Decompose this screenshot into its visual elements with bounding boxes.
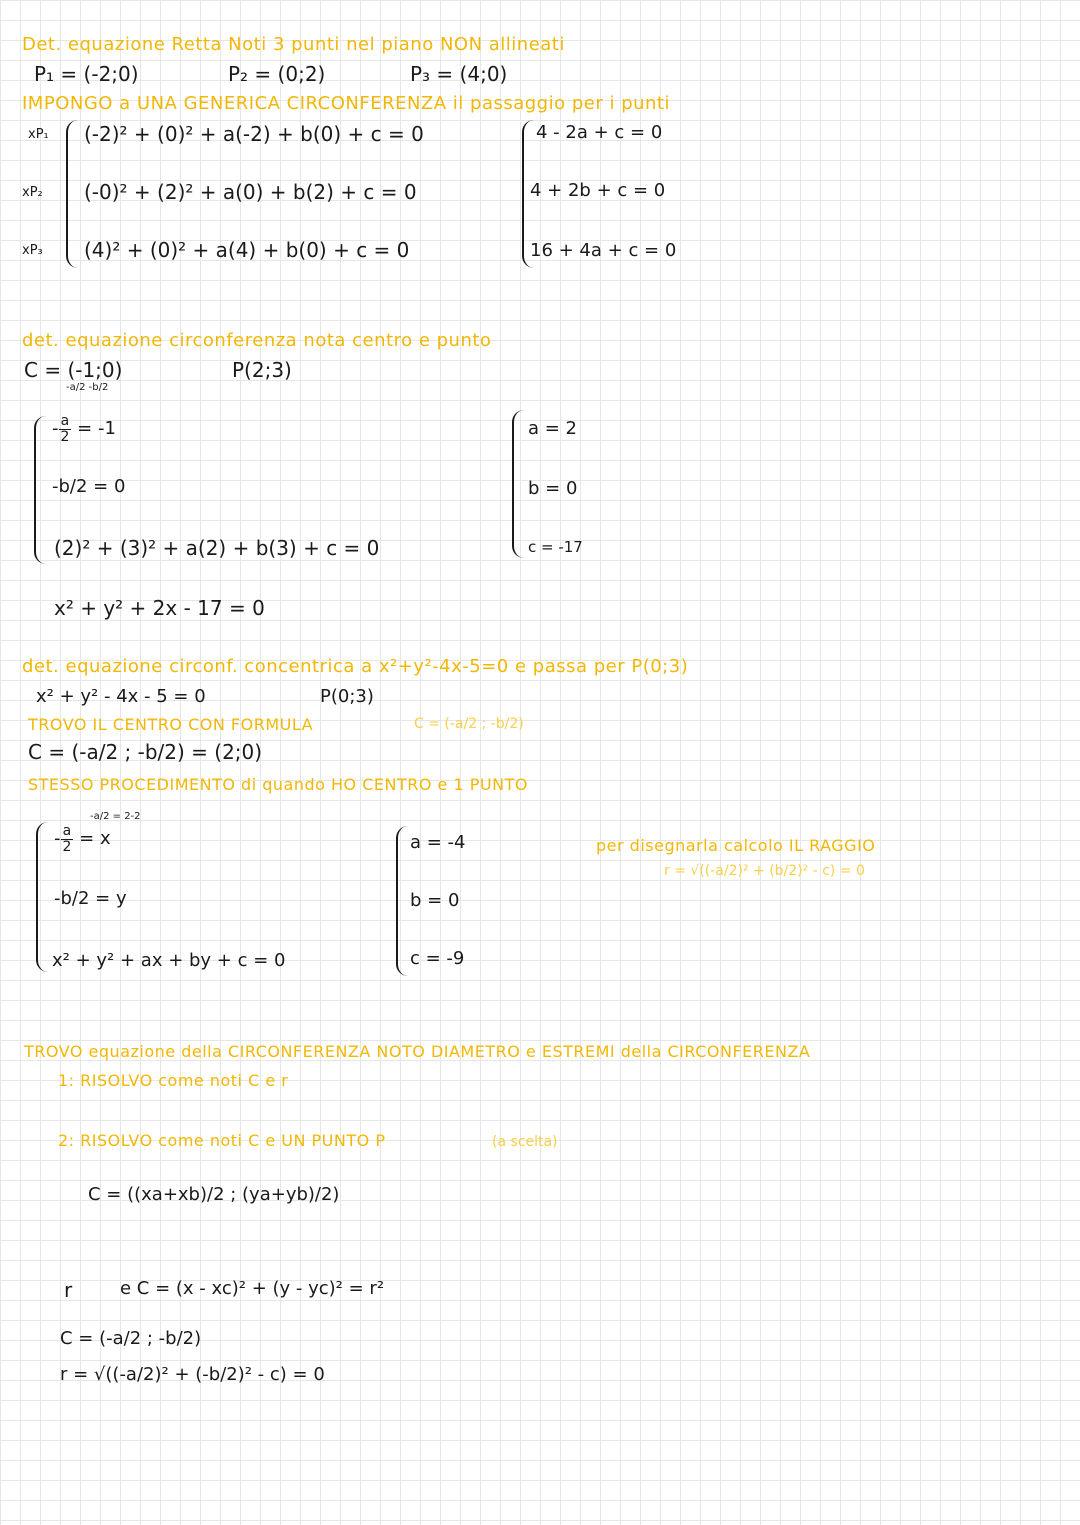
section2-center: C = (-1;0) — [24, 358, 123, 382]
point-p1: P₁ = (-2;0) — [34, 62, 139, 86]
section3-same-procedure: STESSO PROCEDIMENTO di quando HO CENTRO e 1 PUNTO — [28, 775, 528, 794]
section2-point: P(2;3) — [232, 358, 292, 382]
system3-eq2: -b/2 = y — [54, 888, 127, 909]
system2-eq1-right: = -1 — [77, 418, 116, 440]
system1-eq3: (4)² + (0)² + a(4) + b(0) + c = 0 — [84, 238, 410, 262]
point-p3: P₃ = (4;0) — [410, 62, 508, 86]
section3-small-note: -a/2 = 2-2 — [90, 811, 141, 822]
system-brace — [512, 410, 526, 558]
section4-step2-hint: (a scelta) — [492, 1134, 558, 1150]
label-xp1: xP₁ — [28, 127, 49, 142]
section3-given: x² + y² - 4x - 5 = 0 — [36, 686, 206, 707]
section3-find-center: TROVO IL CENTRO CON FORMULA — [28, 715, 314, 734]
system3-eq3: x² + y² + ax + by + c = 0 — [52, 950, 286, 971]
section2-title: det. equazione circonferenza nota centro e punto — [22, 330, 492, 351]
section4-radius-formula: r = √((-a/2)² + (-b/2)² - c) = 0 — [60, 1364, 325, 1385]
system3-eq1: - $\frac{a}{2}$ = x — [54, 823, 111, 855]
label-xp3: xP₃ — [22, 243, 43, 258]
system2-eq1: - $\frac{a}{2}$ = -1 — [52, 413, 116, 445]
section3-center: C = (-a/2 ; -b/2) = (2;0) — [28, 740, 263, 764]
system3-a: a = -4 — [410, 832, 466, 853]
section4-r-label: r — [64, 1278, 73, 1302]
section4-midpoint: C = ((xa+xb)/2 ; (ya+yb)/2) — [88, 1184, 340, 1205]
label-xp2: xP₂ — [22, 185, 43, 200]
system-brace — [396, 826, 410, 976]
system2-c: c = -17 — [528, 538, 583, 556]
system1-eq2: (-0)² + (2)² + a(0) + b(2) + c = 0 — [84, 180, 417, 204]
section3-title: det. equazione circonf. concentrica a x²+y²-4x-5=0 e passa per P(0;3) — [22, 656, 689, 677]
section4-step2: 2: RISOLVO come noti C e UN PUNTO P — [58, 1131, 386, 1150]
section2-center-hint: -a/2 -b/2 — [66, 382, 109, 393]
system2-b: b = 0 — [528, 478, 578, 499]
system3-b: b = 0 — [410, 890, 460, 911]
section4-center-formula: C = (-a/2 ; -b/2) — [60, 1328, 202, 1349]
section4-circle-equation: e C = (x - xc)² + (y - yc)² = r² — [120, 1278, 385, 1299]
section3-note-formula: r = √((-a/2)² + (b/2)² - c) = 0 — [664, 863, 865, 879]
system-brace — [36, 822, 52, 972]
system3-c: c = -9 — [410, 948, 465, 969]
system2-eq2: -b/2 = 0 — [52, 476, 126, 497]
system1-res2: 4 + 2b + c = 0 — [530, 180, 666, 201]
section3-point: P(0;3) — [320, 686, 374, 707]
section4-title: TROVO equazione della CIRCONFERENZA NOTO DIAMETRO e ESTREMI della CIRCONFERENZA — [24, 1042, 811, 1061]
section3-formula-hint: C = (-a/2 ; -b/2) — [414, 716, 524, 732]
point-p2: P₂ = (0;2) — [228, 62, 326, 86]
section4-step1: 1: RISOLVO come noti C e r — [58, 1071, 289, 1090]
section1-instruction: IMPONGO a UNA GENERICA CIRCONFERENZA il passaggio per i punti — [22, 93, 670, 114]
section1-title: Det. equazione Retta Noti 3 punti nel piano NON allineati — [22, 34, 565, 55]
system1-eq1: (-2)² + (0)² + a(-2) + b(0) + c = 0 — [84, 122, 424, 146]
system2-a: a = 2 — [528, 418, 578, 439]
section2-result: x² + y² + 2x - 17 = 0 — [54, 596, 265, 620]
system-brace — [66, 120, 82, 268]
system1-res1: 4 - 2a + c = 0 — [536, 122, 663, 143]
system-brace — [34, 416, 50, 564]
system1-res3: 16 + 4a + c = 0 — [530, 240, 677, 261]
system3-eq1-right: = x — [79, 828, 111, 850]
system2-eq3: (2)² + (3)² + a(2) + b(3) + c = 0 — [54, 536, 380, 560]
section3-note-title: per disegnarla calcolo IL RAGGIO — [596, 836, 876, 855]
